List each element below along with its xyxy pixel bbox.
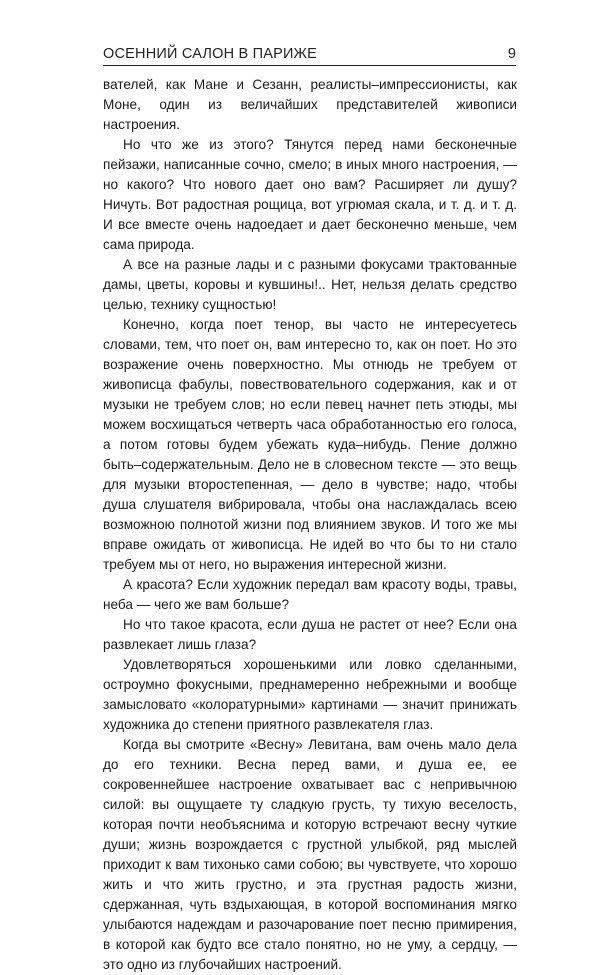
paragraph: А все на разные лады и с разными фокусами трактованные дамы, цветы, коровы и кувшины!.. Нет, нельзя делать средство целью, технику сущностью! bbox=[103, 257, 517, 312]
body-text bbox=[103, 75, 517, 975]
paragraph: Конечно, когда поет тенор, вы часто не интересуетесь словами, тем, что поет он, вам интересно то, как он поет. Но это возражение очень поверхностно. Мы отнюдь не требуем от живописца фабулы, повествовательного содержания, как и от музыки не требуем слов; но если певец начнет петь этюды, мы можем восхищаться четверть часа обработанностью его голоса, а потом готовы будем убежать куда–нибудь. Пение должно быть–содержательным. Дело не в словесном тексте — это вещь для музыки второстепенная, — дело в чувстве; надо, чтобы душа слушателя вибрировала, чтобы она наслаждалась всею возможною полнотой жизни под влиянием звуков. И того же мы вправе ожидать от живописца. Не идей во что бы то ни стало требуем мы от него, но выражения интересной жизни. bbox=[103, 317, 517, 572]
paragraph: Когда вы смотрите «Весну» Левитана, вам очень мало дела до его техники. Весна перед вами, и душа ее, ее сокровеннейшее настроение охватывает вас с непривычною силой: вы ощущаете ту сладкую грусть, ту тихую веселость, которая почти необъяснима и которую встречают весну чуткие души; жизнь возрождается с грустной улыбкой, ряд мыслей приходит к вам тихонько сами собою; вы чувствуете, что хорошо жить и что жить грустно, и эта грустная радость жизни, сдержанная, чуть вздыхающая, в которой воспоминания мягко улыбаются надеждам и разочарование поет песню примирения, в которой как будто все стало понятно, но не уму, а сердцу, — это одно из глубочайших настроений. bbox=[103, 737, 517, 972]
paragraph: Но что такое красота, если душа не растет от нее? Если она развлекает лишь глаза? bbox=[103, 617, 517, 652]
page-number: 9 bbox=[507, 46, 516, 62]
paragraph: вателей, как Мане и Сезанн, реалисты–импрессионисты, как Моне, один из величайших представителей живописи настроения. bbox=[103, 77, 517, 132]
running-header bbox=[103, 40, 516, 66]
paragraph: Удовлетворяться хорошенькими или ловко сделанными, остроумно фокусными, преднамеренно небрежными и вообще замысловато «колоратурными» картинами — значит принижать художника до степени приятного развлекателя глаз. bbox=[103, 657, 517, 732]
running-header-title: ОСЕННИЙ САЛОН В ПАРИЖЕ bbox=[103, 46, 318, 62]
paragraph: Но что же из этого? Тянутся перед нами бесконечные пейзажи, написанные сочно, смело; в иных много настроения, — но какого? Что нового дает оно вам? Расширяет ли душу? Ничуть. Вот радостная рощица, вот угрюмая скала, и т. д. и т. д. И все вместе очень надоедает и дает бесконечно меньше, чем сама природа. bbox=[103, 137, 517, 252]
paragraph: А красота? Если художник передал вам красоту воды, травы, неба — чего же вам больше? bbox=[103, 577, 517, 612]
